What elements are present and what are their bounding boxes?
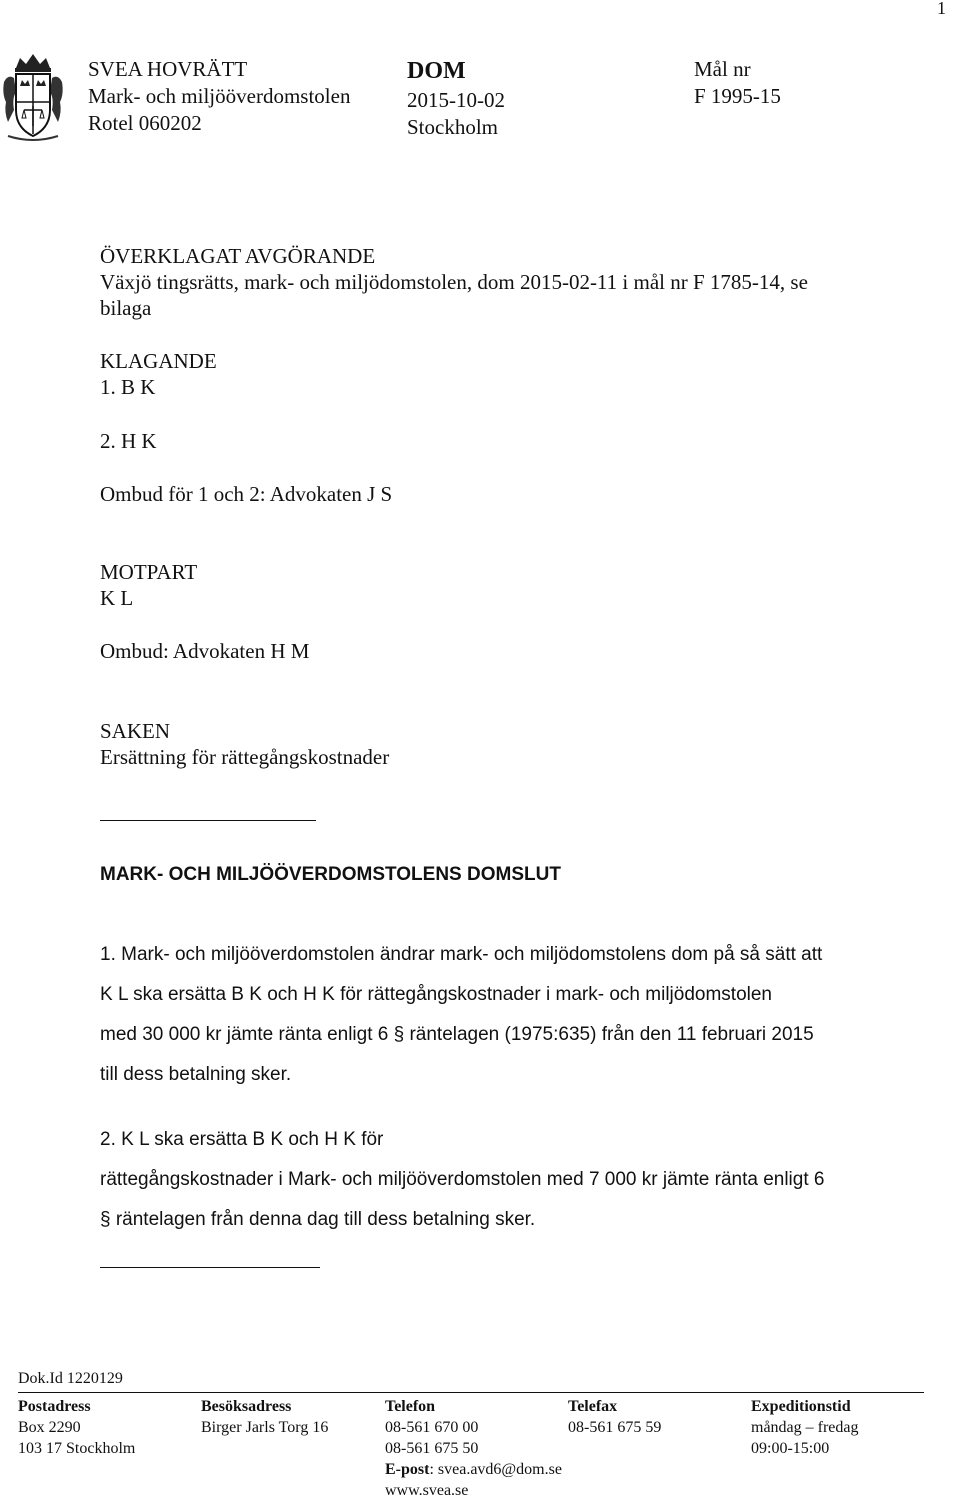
document-date: 2015-10-02 [407,88,505,112]
ruling-p2-line-3: § räntelagen från denna dag till dess betalning sker. [100,1209,536,1230]
appellant-heading: KLAGANDE [100,349,217,373]
respondent-name: K L [100,586,134,610]
footer-email-address: : svea.avd6@dom.se [429,1461,562,1478]
footer-fax-line-1: 08-561 675 59 [568,1419,662,1436]
footer-postal-heading: Postadress [18,1398,91,1415]
footer-email-label: E-post [385,1461,430,1478]
court-division: Mark- och miljööverdomstolen [88,84,351,108]
ruling-p1-line-1: 1. Mark- och miljööverdomstolen ändrar mark- och miljödomstolens dom på så sätt att [100,944,823,965]
document-city: Stockholm [407,115,499,139]
footer-postal-line-1: Box 2290 [18,1419,81,1436]
ruling-p2-line-2: rättegångskostnader i Mark- och miljööverdomstolen med 7 000 kr jämte ränta enligt 6 [100,1169,825,1190]
footer-postal-line-2: 103 17 Stockholm [18,1440,136,1457]
ruling-p2-line-1: 2. K L ska ersätta B K och H K för [100,1129,384,1150]
appealed-heading: ÖVERKLAGAT AVGÖRANDE [100,244,376,268]
appealed-line-2: bilaga [100,296,152,320]
ruling-heading: MARK- OCH MILJÖÖVERDOMSTOLENS DOMSLUT [100,864,561,885]
footer-hours-heading: Expeditionstid [751,1398,851,1415]
footer-rule [18,1392,924,1393]
document-id: Dok.Id 1220129 [18,1370,123,1387]
footer-hours-line-1: måndag – fredag [751,1419,859,1436]
ruling-end-divider [100,1267,320,1268]
footer-website: www.svea.se [385,1482,469,1499]
matter-text: Ersättning för rättegångskostnader [100,745,390,769]
footer-visit-heading: Besöksadress [201,1398,292,1415]
respondent-counsel: Ombud: Advokaten H M [100,639,310,663]
appellant-1: 1. B K [100,375,156,399]
footer-phone-line-2: 08-561 675 50 [385,1440,479,1457]
matter-heading: SAKEN [100,719,171,743]
coat-of-arms-logo [2,52,64,144]
appellant-counsel: Ombud för 1 och 2: Advokaten J S [100,482,393,506]
section-divider [100,820,316,821]
case-number: F 1995-15 [694,84,781,108]
footer-visit-line-1: Birger Jarls Torg 16 [201,1419,329,1436]
footer-phone-heading: Telefon [385,1398,436,1415]
respondent-heading: MOTPART [100,560,198,584]
page-number: 1 [937,0,946,18]
ruling-p1-line-2: K L ska ersätta B K och H K för rättegångskostnader i mark- och miljödomstolen [100,984,772,1005]
ruling-p1-line-3: med 30 000 kr jämte ränta enligt 6 § räntelagen (1975:635) från den 11 februari 2015 [100,1024,814,1045]
appealed-line-1: Växjö tingsrätts, mark- och miljödomstolen, dom 2015-02-11 i mål nr F 1785-14, se [100,270,808,294]
footer-email [385,1459,562,1480]
footer-phone-line-1: 08-561 670 00 [385,1419,479,1436]
case-number-label: Mål nr [694,57,751,81]
ruling-p1-line-4: till dess betalning sker. [100,1064,292,1085]
appellant-2: 2. H K [100,429,157,453]
footer-hours-line-2: 09:00-15:00 [751,1440,830,1457]
footer-fax-heading: Telefax [568,1398,618,1415]
court-name: SVEA HOVRÄTT [88,57,248,81]
rotel-number: Rotel 060202 [88,111,202,135]
document-type: DOM [407,58,466,84]
